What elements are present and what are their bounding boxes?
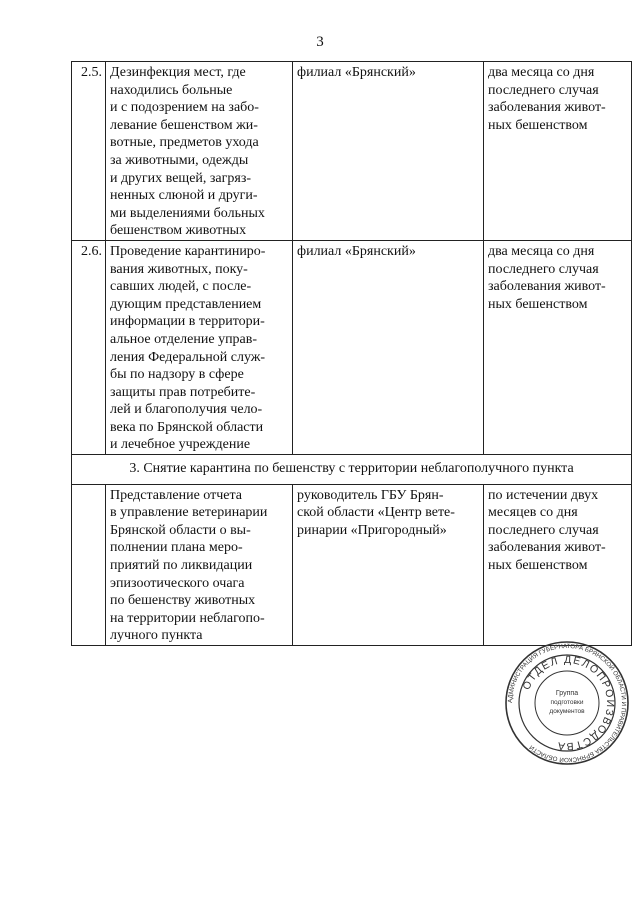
stamp-inner-text: ОТДЕЛ ДЕЛОПРОИЗВОДСТВА bbox=[520, 653, 617, 753]
deadline-text: по истечении двух месяцев со дня последнего случая заболевания живот- ных бешенством bbox=[488, 487, 606, 574]
deadline-cell bbox=[484, 62, 632, 241]
action-cell bbox=[106, 240, 293, 454]
table-row bbox=[72, 484, 632, 645]
measures-table bbox=[71, 61, 632, 646]
action-text: Проведение карантиниро- вания животных, поку- савших людей, с после- дующим представлением информации в территори- альное отделение управ- ления Федеральной служ- бы по надзору в сфере защиты прав потребите- лей и благополучия чело- века по Брянской области и лечебное учреждение bbox=[110, 243, 266, 453]
deadline-text: два месяца со дня последнего случая заболевания живот- ных бешенством bbox=[488, 65, 606, 133]
responsible-cell bbox=[293, 62, 484, 241]
deadline-cell bbox=[484, 484, 632, 645]
section-row bbox=[72, 455, 632, 485]
section-title: 3. Снятие карантина по бешенству с территории неблагополучного пункта bbox=[72, 455, 632, 485]
responsible-cell bbox=[293, 484, 484, 645]
row-number: 2.6. bbox=[72, 240, 106, 454]
row-number: 2.5. bbox=[72, 62, 106, 241]
table-row bbox=[72, 62, 632, 241]
office-stamp bbox=[504, 640, 630, 766]
responsible-text: филиал «Брянский» bbox=[297, 65, 416, 80]
responsible-text: руководитель ГБУ Брян- ской области «Центр вете- ринарии «Пригородный» bbox=[297, 487, 455, 538]
stamp-outer-text: АДМИНИСТРАЦИЯ ГУБЕРНАТОРА БРЯНСКОЙ ОБЛАСТИ И ПРАВИТЕЛЬСТВА БРЯНСКОЙ ОБЛАСТИ bbox=[506, 642, 628, 764]
action-text: Дезинфекция мест, где находились больные и с подозрением на забо- левание бешенством жи- вотные, предметов ухода за животными, одежды и других вещей, загряз- ненных слюной и други- ми выделениями больных бешенством животных bbox=[110, 65, 265, 239]
action-cell bbox=[106, 484, 293, 645]
responsible-text: филиал «Брянский» bbox=[297, 243, 416, 259]
page-number: 3 bbox=[316, 34, 324, 50]
row-number bbox=[72, 484, 106, 645]
deadline-cell bbox=[484, 240, 632, 454]
stamp-center-line1: Группа bbox=[555, 690, 579, 697]
table-row bbox=[72, 240, 632, 454]
deadline-text: два месяца со дня последнего случая заболевания живот- ных бешенством bbox=[488, 243, 606, 312]
responsible-cell bbox=[293, 240, 484, 454]
stamp-center-line3: документов bbox=[549, 708, 585, 715]
stamp-center-line2: подготовки bbox=[550, 699, 584, 706]
action-cell bbox=[106, 62, 293, 241]
action-text: Представление отчета в управление ветеринарии Брянской области о вы- полнении плана меро- приятий по ликвидации эпизоотического очага по бешенству животных на территории неблагопо- лучного пункта bbox=[110, 487, 268, 644]
